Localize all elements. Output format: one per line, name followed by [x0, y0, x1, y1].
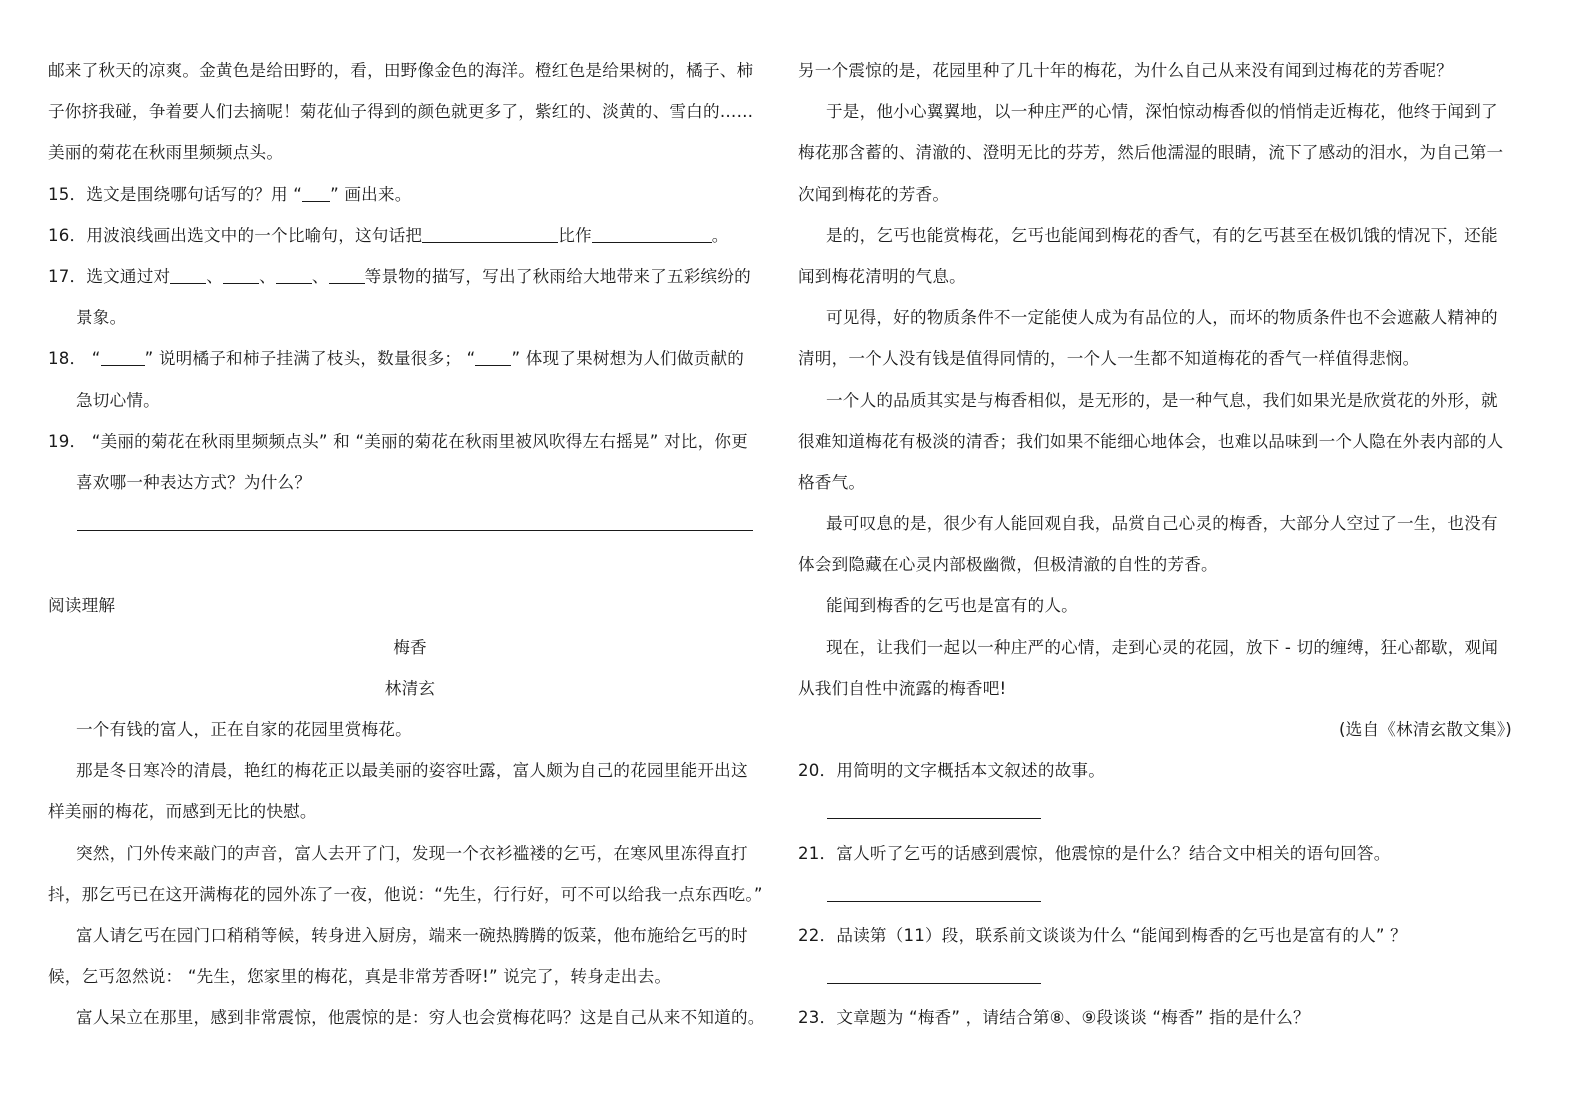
- question-19: [48, 421, 772, 462]
- answer-line[interactable]: [827, 959, 1041, 984]
- question-17-cont: 景象。: [76, 308, 127, 328]
- article-paragraph-cont: 次闻到梅花的芳香。: [798, 184, 950, 204]
- answer-area-21: [798, 874, 1522, 915]
- answer-line[interactable]: [77, 506, 753, 531]
- question-number: 22．: [798, 925, 837, 945]
- article-paragraph-cont: 很难知道梅花有极淡的清香；我们如果不能细心地体会，也难以品味到一个人隐在外表内部的人: [798, 431, 1504, 451]
- question-text: 等景物的描写，写出了秋雨给大地带来了五彩缤纷的: [364, 266, 751, 286]
- article-paragraph-cont: 格香气。: [798, 472, 866, 492]
- article-paragraph-cont: 清明，一个人没有钱是值得同情的，一个人一生都不知道梅花的香气一样值得悲悯。: [798, 349, 1420, 369]
- article-paragraph: 于是，他小心翼翼地，以一种庄严的心情，深怕惊动梅香似的悄悄走近梅花，他终于闻到了: [826, 102, 1498, 122]
- answer-blank[interactable]: [422, 224, 558, 243]
- article-paragraph: 最可叹息的是，很少有人能回观自我，品赏自己心灵的梅香，大部分人空过了一生，也没有: [826, 514, 1498, 534]
- question-text: 比作: [558, 225, 592, 245]
- question-text: “: [86, 349, 101, 369]
- question-text: “美丽的菊花在秋雨里频频点头” 和 “美丽的菊花在秋雨里被风吹得左右摇晃” 对比，你更: [86, 431, 748, 451]
- answer-area-22: [798, 956, 1522, 997]
- article-paragraph: 富人请乞丐在园门口稍稍等候，转身进入厨房，端来一碗热腾腾的饭菜，他布施给乞丐的时: [76, 925, 748, 945]
- article-title: 梅香: [393, 637, 427, 657]
- answer-blank[interactable]: [302, 183, 330, 202]
- question-number: 15．: [48, 184, 87, 204]
- answer-area-20: [798, 791, 1522, 832]
- article-paragraph: 富人呆立在那里，感到非常震惊，他震惊的是：穷人也会赏梅花吗？这是自己从来不知道的。: [76, 1008, 765, 1028]
- article-paragraph: 突然，门外传来敲门的声音，富人去开了门，发现一个衣衫褴褛的乞丐，在寒风里冻得直打: [76, 843, 748, 863]
- question-16: [48, 215, 772, 256]
- answer-blank[interactable]: [276, 265, 312, 284]
- question-text: 品读第（11）段，联系前文谈谈为什么 “能闻到梅香的乞丐也是富有的人” ？: [836, 925, 1407, 945]
- answer-line[interactable]: [827, 794, 1041, 819]
- spacer: [48, 544, 772, 585]
- question-15: [48, 174, 772, 215]
- question-18-cont: 急切心情。: [76, 390, 160, 410]
- question-text: 。: [711, 225, 729, 245]
- separator: 、: [206, 266, 224, 286]
- answer-area-19: [48, 503, 772, 544]
- answer-blank[interactable]: [101, 347, 145, 366]
- article-paragraph: 一个人的品质其实是与梅香相似，是无形的，是一种气息，我们如果光是欣赏花的外形，就: [826, 390, 1498, 410]
- article-author: 林清玄: [384, 678, 436, 698]
- question-text: ” 说明橘子和柿子挂满了枝头，数量很多； “: [144, 349, 476, 369]
- article-paragraph-cont: 抖，那乞丐已在这开满梅花的园外冻了一夜，他说：“先生，行行好，可不可以给我一点东西吃。”: [48, 884, 763, 904]
- question-text: 用简明的文字概括本文叙述的故事。: [836, 761, 1106, 781]
- article-paragraph: 现在，让我们一起以一种庄严的心情，走到心灵的花园，放下 - 切的缠缚，狂心都歇，观闻: [826, 637, 1499, 657]
- question-23: [798, 997, 1522, 1038]
- question-17: [48, 256, 772, 297]
- passage-line: 美丽的菊花在秋雨里频频点头。: [48, 143, 284, 163]
- passage-line: 邮来了秋天的凉爽。金黄色是给田野的，看，田野像金色的海洋。橙红色是给果树的，橘子、柿: [48, 61, 754, 80]
- question-number: 19．: [48, 431, 87, 451]
- separator: 、: [311, 266, 329, 286]
- article-paragraph: 可见得，好的物质条件不一定能使人成为有品位的人，而坏的物质条件也不会遮蔽人精神的: [826, 308, 1498, 328]
- question-number: 21．: [798, 843, 837, 863]
- article-paragraph-cont: 样美丽的梅花，而感到无比的快慰。: [48, 802, 317, 822]
- question-18: [48, 338, 772, 379]
- answer-blank[interactable]: [223, 265, 259, 284]
- article-paragraph-cont: 梅花那含蓄的、清澈的、澄明无比的芬芳，然后他濡湿的眼睛，流下了感动的泪水，为自己第一: [798, 143, 1504, 163]
- article-paragraph: 另一个震惊的是，花园里种了几十年的梅花，为什么自己从来没有闻到过梅花的芳香呢？: [798, 61, 1453, 80]
- question-text: 文章题为 “梅香” ，请结合第⑧、⑨段谈谈 “梅香” 指的是什么？: [836, 1008, 1310, 1028]
- question-text: ” 画出来。: [330, 184, 412, 204]
- question-number: 16．: [48, 225, 87, 245]
- answer-blank[interactable]: [329, 265, 365, 284]
- question-number: 20．: [798, 761, 837, 781]
- question-22: [798, 915, 1522, 956]
- answer-blank[interactable]: [475, 347, 511, 366]
- article-paragraph-cont: 闻到梅花清明的气息。: [798, 266, 966, 286]
- question-21: [798, 833, 1522, 874]
- question-text: 选文是围绕哪句话写的？用 “: [86, 184, 303, 204]
- article-paragraph: 是的，乞丐也能赏梅花，乞丐也能闻到梅花的香气，有的乞丐甚至在极饥饿的情况下，还能: [826, 225, 1498, 245]
- question-20: [798, 750, 1522, 791]
- answer-blank[interactable]: [592, 224, 712, 243]
- answer-blank[interactable]: [170, 265, 206, 284]
- article-paragraph-cont: 从我们自性中流露的梅香吧!: [798, 678, 1007, 698]
- question-number: 18．: [48, 349, 87, 369]
- article-paragraph-cont: 候，乞丐忽然说： “先生，您家里的梅花，真是非常芳香呀!” 说完了，转身走出去。: [48, 967, 672, 987]
- article-source: (选自《林清玄散文集》): [1339, 720, 1512, 739]
- question-19-cont: 喜欢哪一种表达方式？为什么？: [76, 472, 312, 492]
- question-number: 23．: [798, 1008, 837, 1028]
- answer-line[interactable]: [827, 877, 1041, 902]
- question-text: 选文通过对: [86, 266, 171, 286]
- question-number: 17．: [48, 266, 87, 286]
- question-text: 富人听了乞丐的话感到震惊，他震惊的是什么？结合文中相关的语句回答。: [836, 843, 1391, 863]
- question-text: 用波浪线画出选文中的一个比喻句，这句话把: [86, 225, 423, 245]
- passage-line: 子你挤我碰，争着要人们去摘呢！菊花仙子得到的颜色就更多了，紫红的、淡黄的、雪白的……: [48, 102, 754, 122]
- article-paragraph-cont: 体会到隐藏在心灵内部极幽微，但极清澈的自性的芳香。: [798, 555, 1218, 575]
- article-paragraph: 那是冬日寒冷的清晨，艳红的梅花正以最美丽的姿容吐露，富人颇为自己的花园里能开出这: [76, 761, 748, 781]
- article-paragraph: 一个有钱的富人，正在自家的花园里赏梅花。: [76, 720, 412, 739]
- question-text: ” 体现了果树想为人们做贡献的: [511, 349, 745, 369]
- right-column: [798, 50, 1522, 1039]
- left-column: [48, 50, 772, 1039]
- article-paragraph: 能闻到梅香的乞丐也是富有的人。: [826, 596, 1078, 616]
- section-label: 阅读理解: [48, 596, 116, 616]
- separator: 、: [259, 266, 276, 286]
